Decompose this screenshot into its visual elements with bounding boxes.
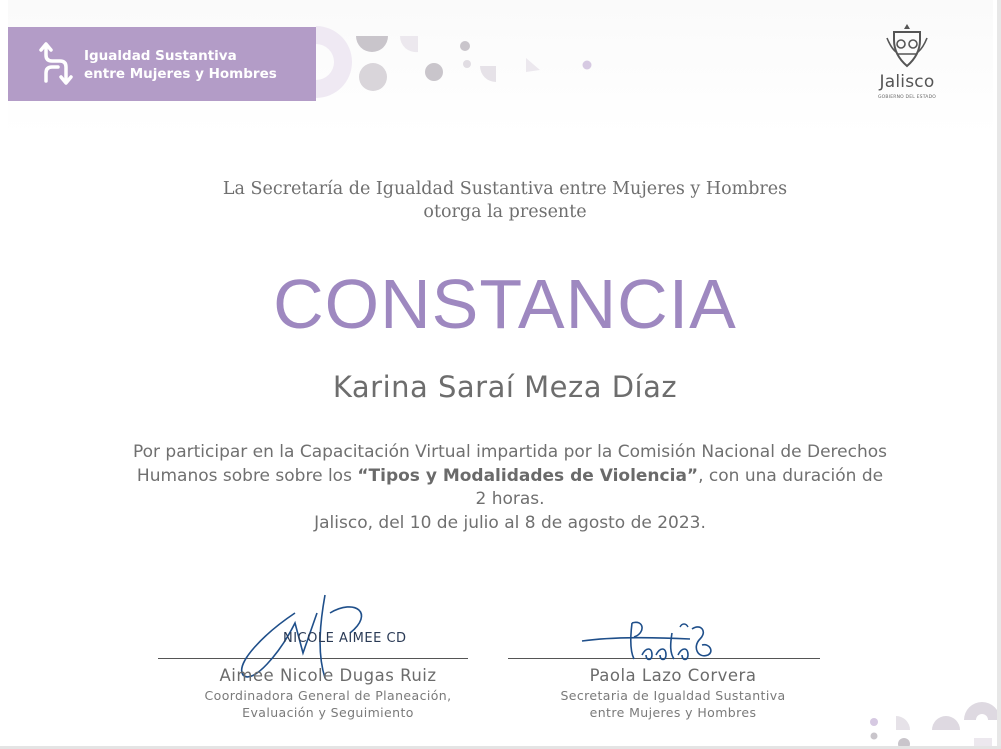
issuer-statement [100, 178, 910, 224]
certificate-description [130, 441, 890, 535]
page-edge-right [997, 0, 1001, 749]
certificate-title: CONSTANCIA [273, 265, 737, 343]
half-ring-shape [316, 26, 352, 98]
brand-logo-line2: entre Mujeres y Hombres [84, 66, 277, 82]
dot-small-shape [460, 41, 470, 51]
signer-right-role-line1: Secretaria de Igualdad Sustantiva [560, 688, 786, 703]
brand-logo-line1: Igualdad Sustantiva [84, 48, 237, 64]
signer-left-role-line1: Coordinadora General de Planeación, [204, 688, 452, 703]
signer-right-role-line2: entre Mujeres y Hombres [589, 705, 757, 720]
signer-right-role [508, 687, 838, 721]
dot-shape [425, 63, 443, 81]
signer-left-role-line2: Evaluación y Seguimiento [242, 705, 414, 720]
jalisco-government-logo [862, 22, 952, 106]
issuer-line2: otorga la presente [423, 202, 587, 222]
half-circle-shape [356, 36, 388, 52]
recipient-name: Karina Saraí Meza Díaz [332, 370, 678, 404]
issuer-line1: La Secretaría de Igualdad Sustantiva entre Mujeres y Hombres [222, 179, 788, 199]
dot-small-shape [871, 733, 878, 740]
triangle-shape [526, 58, 540, 72]
quarter-shape [400, 36, 418, 52]
equality-arrows-icon [36, 41, 76, 87]
dot-small-shape [870, 718, 878, 726]
description-text: Por participar en la Capacitación Virtual impartida por la Comisión Nacional de Derechos Humanos sobre sobre los [132, 442, 888, 486]
decorative-shapes-bottom [860, 700, 1001, 749]
signature-handwriting: NICOLE AIMEE CD [283, 631, 407, 646]
brand-logo-banner [8, 27, 316, 101]
jalisco-subtitle: GOBIERNO DEL ESTADO [878, 95, 936, 100]
quarter-shape [896, 716, 910, 730]
signer-left-name: Aimee Nicole Dugas Ruiz [219, 666, 437, 685]
dot-small-shape [583, 61, 592, 70]
place-and-dates: Jalisco, del 10 de julio al 8 de agosto de 2023. [314, 512, 706, 533]
course-title: “Tipos y Modalidades de Violencia” [357, 465, 699, 486]
coat-of-arms-icon [884, 22, 930, 70]
dot-small-shape [463, 60, 471, 68]
description-duration: , con una duración de 2 horas. [475, 465, 884, 509]
signer-right-name: Paola Lazo Corvera [589, 666, 757, 685]
jalisco-wordmark: Jalisco [879, 72, 935, 92]
circle-shape [359, 63, 387, 91]
brand-logo-text [84, 47, 277, 83]
decorative-shapes-top [300, 22, 620, 102]
half-ring-shape [964, 702, 1000, 720]
signer-left-role [158, 687, 498, 721]
quarter-shape [480, 66, 496, 82]
half-circle-shape [932, 716, 960, 730]
